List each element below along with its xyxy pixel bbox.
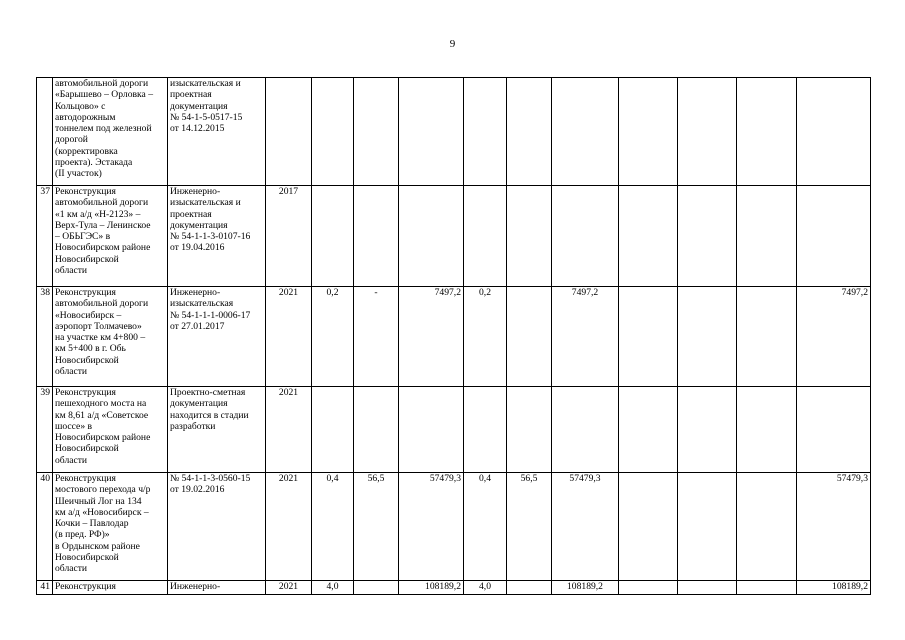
length-cell-2 xyxy=(464,78,507,186)
table-row xyxy=(37,78,871,186)
length-cell-2: 0,2 xyxy=(464,287,507,387)
documentation-cell xyxy=(168,186,266,287)
object-name-cell-line: области xyxy=(55,563,88,575)
documentation-cell-line: № 54-1-1-3-0107-16 xyxy=(170,231,251,243)
value-cell-c12 xyxy=(678,287,737,387)
object-name-cell xyxy=(53,186,168,287)
length-cell-2: 4,0 xyxy=(464,581,507,595)
row-number-cell: 38 xyxy=(37,287,53,387)
cost-cell: 7497,2 xyxy=(399,287,464,387)
total-cost-cell xyxy=(797,387,871,473)
value-cell-c12 xyxy=(678,186,737,287)
value-cell-c6 xyxy=(354,186,399,287)
documentation-cell-line: разработки xyxy=(170,420,216,432)
total-cost-cell xyxy=(797,78,871,186)
table-row xyxy=(37,581,871,595)
documentation-cell xyxy=(168,287,266,387)
object-name-cell-line: Новосибирском районе xyxy=(55,242,151,254)
value-cell-c11 xyxy=(619,78,678,186)
cost-cell xyxy=(399,78,464,186)
value-cell-c12 xyxy=(678,473,737,581)
cost-cell xyxy=(399,186,464,287)
table-body xyxy=(37,78,871,595)
object-name-cell-line: (корректировка xyxy=(55,145,118,157)
documentation-cell-line: № 54-1-1-1-0006-17 xyxy=(170,309,251,321)
value-cell-c11 xyxy=(619,186,678,287)
documentation-cell-line: проектная xyxy=(170,89,212,101)
length-cell-2 xyxy=(464,387,507,473)
object-name-cell-line: км 5+400 в г. Обь xyxy=(55,343,126,355)
object-name-cell xyxy=(53,78,168,186)
cost-cell-2: 57479,3 xyxy=(552,473,619,581)
length-cell: 0,4 xyxy=(312,473,354,581)
documentation-cell-line: № 54-1-5-0517-15 xyxy=(170,111,243,123)
object-name-cell-line: автомобильной дороги xyxy=(55,78,149,89)
table-row xyxy=(37,186,871,287)
object-name-cell-line: «Новосибирск – xyxy=(55,309,122,321)
documentation-cell-line: изыскательская xyxy=(170,298,234,310)
object-name-cell-line: км 8,61 а/д «Советское xyxy=(55,409,149,421)
object-name-cell-line: «1 км а/д «Н-2123» – xyxy=(55,208,141,220)
cost-cell: 108189,2 xyxy=(399,581,464,595)
object-name-cell-line: (в пред. РФ)» xyxy=(55,529,110,541)
total-cost-cell xyxy=(797,186,871,287)
object-name-cell-line: тоннелем под железной xyxy=(55,123,152,135)
object-name-cell-line: в Ордынском районе xyxy=(55,540,140,552)
length-cell: 0,2 xyxy=(312,287,354,387)
object-name-cell xyxy=(53,473,168,581)
value-cell-c6 xyxy=(354,581,399,595)
documentation-cell-line: от 19.04.2016 xyxy=(170,242,225,254)
documentation-cell xyxy=(168,581,266,595)
length-cell-2: 0,4 xyxy=(464,473,507,581)
documentation-cell-line: находится в стадии xyxy=(170,409,249,421)
object-name-cell-line: дорогой xyxy=(55,134,88,146)
value-cell-c11 xyxy=(619,287,678,387)
value-cell-c6: - xyxy=(354,287,399,387)
value-cell-c9 xyxy=(507,78,552,186)
length-cell-2 xyxy=(464,186,507,287)
object-name-cell xyxy=(53,387,168,473)
cost-cell: 57479,3 xyxy=(399,473,464,581)
length-cell xyxy=(312,387,354,473)
value-cell-c9: 56,5 xyxy=(507,473,552,581)
value-cell-c12 xyxy=(678,387,737,473)
row-number-cell: 39 xyxy=(37,387,53,473)
documentation-cell-line: от 27.01.2017 xyxy=(170,320,225,332)
value-cell-c11 xyxy=(619,387,678,473)
value-cell-c13 xyxy=(737,186,797,287)
documentation-cell-line: от 14.12.2015 xyxy=(170,123,225,135)
row-number-cell: 37 xyxy=(37,186,53,287)
value-cell-c13 xyxy=(737,78,797,186)
documentation-cell-line: Проектно-сметная xyxy=(170,387,246,398)
year-cell: 2021 xyxy=(266,287,312,387)
object-name-cell-line: Кочки – Павлодар xyxy=(55,518,129,530)
cost-cell-2 xyxy=(552,186,619,287)
documentation-cell-line: документация xyxy=(170,219,228,231)
length-cell xyxy=(312,78,354,186)
object-name-cell-line: Новосибирской xyxy=(55,552,119,564)
documentation-cell-line: № 54-1-1-3-0560-15 xyxy=(170,473,251,484)
object-name-cell-line: «Барышево – Орловка – xyxy=(55,89,153,101)
documentation-cell xyxy=(168,473,266,581)
documentation-cell-line: Инженерно- xyxy=(170,186,221,197)
cost-cell-2 xyxy=(552,78,619,186)
value-cell-c13 xyxy=(737,581,797,595)
object-name-cell xyxy=(53,287,168,387)
object-name-cell-line: (II участок) xyxy=(55,168,102,180)
documentation-cell-line: проектная xyxy=(170,208,212,220)
value-cell-c11 xyxy=(619,581,678,595)
value-cell-c6 xyxy=(354,387,399,473)
object-name-cell-line: шоссе» в xyxy=(55,420,93,432)
object-name-cell-line: Реконструкция xyxy=(55,581,116,592)
object-name-cell-line: мостового перехода ч/р xyxy=(55,484,151,496)
documentation-cell-line: от 19.02.2016 xyxy=(170,484,225,496)
object-name-cell-line: Реконструкция xyxy=(55,387,116,398)
row-number-cell xyxy=(37,78,53,186)
length-cell xyxy=(312,186,354,287)
object-name-cell-line: автомобильной дороги xyxy=(55,298,149,310)
documentation-cell xyxy=(168,78,266,186)
object-name-cell-line: Верх-Тула – Ленинское xyxy=(55,219,151,231)
object-name-cell-line: автомобильной дороги xyxy=(55,197,149,209)
object-name-cell-line: – ОБЬГЭС» в xyxy=(55,231,111,243)
data-table xyxy=(36,77,871,595)
total-cost-cell: 7497,2 xyxy=(797,287,871,387)
value-cell-c6: 56,5 xyxy=(354,473,399,581)
object-name-cell-line: км а/д «Новосибирск – xyxy=(55,506,149,518)
length-cell: 4,0 xyxy=(312,581,354,595)
documentation-cell-line: Инженерно- xyxy=(170,287,221,298)
row-number-cell: 40 xyxy=(37,473,53,581)
year-cell: 2017 xyxy=(266,186,312,287)
documentation-cell-line: изыскательская и xyxy=(170,197,241,209)
documentation-cell-line: Инженерно- xyxy=(170,581,221,592)
value-cell-c13 xyxy=(737,387,797,473)
value-cell-c9 xyxy=(507,287,552,387)
object-name-cell-line: проекта). Эстакада xyxy=(55,157,133,169)
documentation-cell-line: документация xyxy=(170,398,228,410)
table-row xyxy=(37,387,871,473)
object-name-cell-line: Реконструкция xyxy=(55,287,116,298)
object-name-cell-line: Новосибирском районе xyxy=(55,432,151,444)
object-name-cell-line: Новосибирской xyxy=(55,443,119,455)
cost-cell-2: 7497,2 xyxy=(552,287,619,387)
documentation-cell-line: изыскательская и xyxy=(170,78,241,89)
table-row xyxy=(37,287,871,387)
value-cell-c6 xyxy=(354,78,399,186)
object-name-cell-line: Реконструкция xyxy=(55,186,116,197)
object-name-cell-line: аэропорт Толмачево» xyxy=(55,320,142,332)
documentation-cell-line: документация xyxy=(170,100,228,112)
table-row xyxy=(37,473,871,581)
value-cell-c9 xyxy=(507,581,552,595)
documentation-cell xyxy=(168,387,266,473)
total-cost-cell: 57479,3 xyxy=(797,473,871,581)
object-name-cell-line: Реконструкция xyxy=(55,473,116,484)
object-name-cell-line: области xyxy=(55,366,88,378)
value-cell-c12 xyxy=(678,78,737,186)
object-name-cell-line: Шеичный Лог на 134 xyxy=(55,495,142,507)
value-cell-c9 xyxy=(507,186,552,287)
object-name-cell-line: области xyxy=(55,265,88,277)
object-name-cell-line: автодорожным xyxy=(55,111,116,123)
row-number-cell: 41 xyxy=(37,581,53,595)
object-name-cell-line: области xyxy=(55,454,88,466)
value-cell-c11 xyxy=(619,473,678,581)
value-cell-c13 xyxy=(737,473,797,581)
object-name-cell-line: на участке км 4+800 – xyxy=(55,332,146,344)
cost-cell-2 xyxy=(552,387,619,473)
total-cost-cell: 108189,2 xyxy=(797,581,871,595)
year-cell: 2021 xyxy=(266,387,312,473)
year-cell: 2021 xyxy=(266,581,312,595)
object-name-cell-line: Кольцово» с xyxy=(55,100,106,112)
object-name-cell xyxy=(53,581,168,595)
year-cell: 2021 xyxy=(266,473,312,581)
year-cell xyxy=(266,78,312,186)
page-number: 9 xyxy=(449,38,456,50)
value-cell-c13 xyxy=(737,287,797,387)
cost-cell-2: 108189,2 xyxy=(552,581,619,595)
value-cell-c9 xyxy=(507,387,552,473)
object-name-cell-line: Новосибирской xyxy=(55,354,119,366)
value-cell-c12 xyxy=(678,581,737,595)
object-name-cell-line: пешеходного моста на xyxy=(55,398,147,410)
object-name-cell-line: Новосибирской xyxy=(55,253,119,265)
cost-cell xyxy=(399,387,464,473)
